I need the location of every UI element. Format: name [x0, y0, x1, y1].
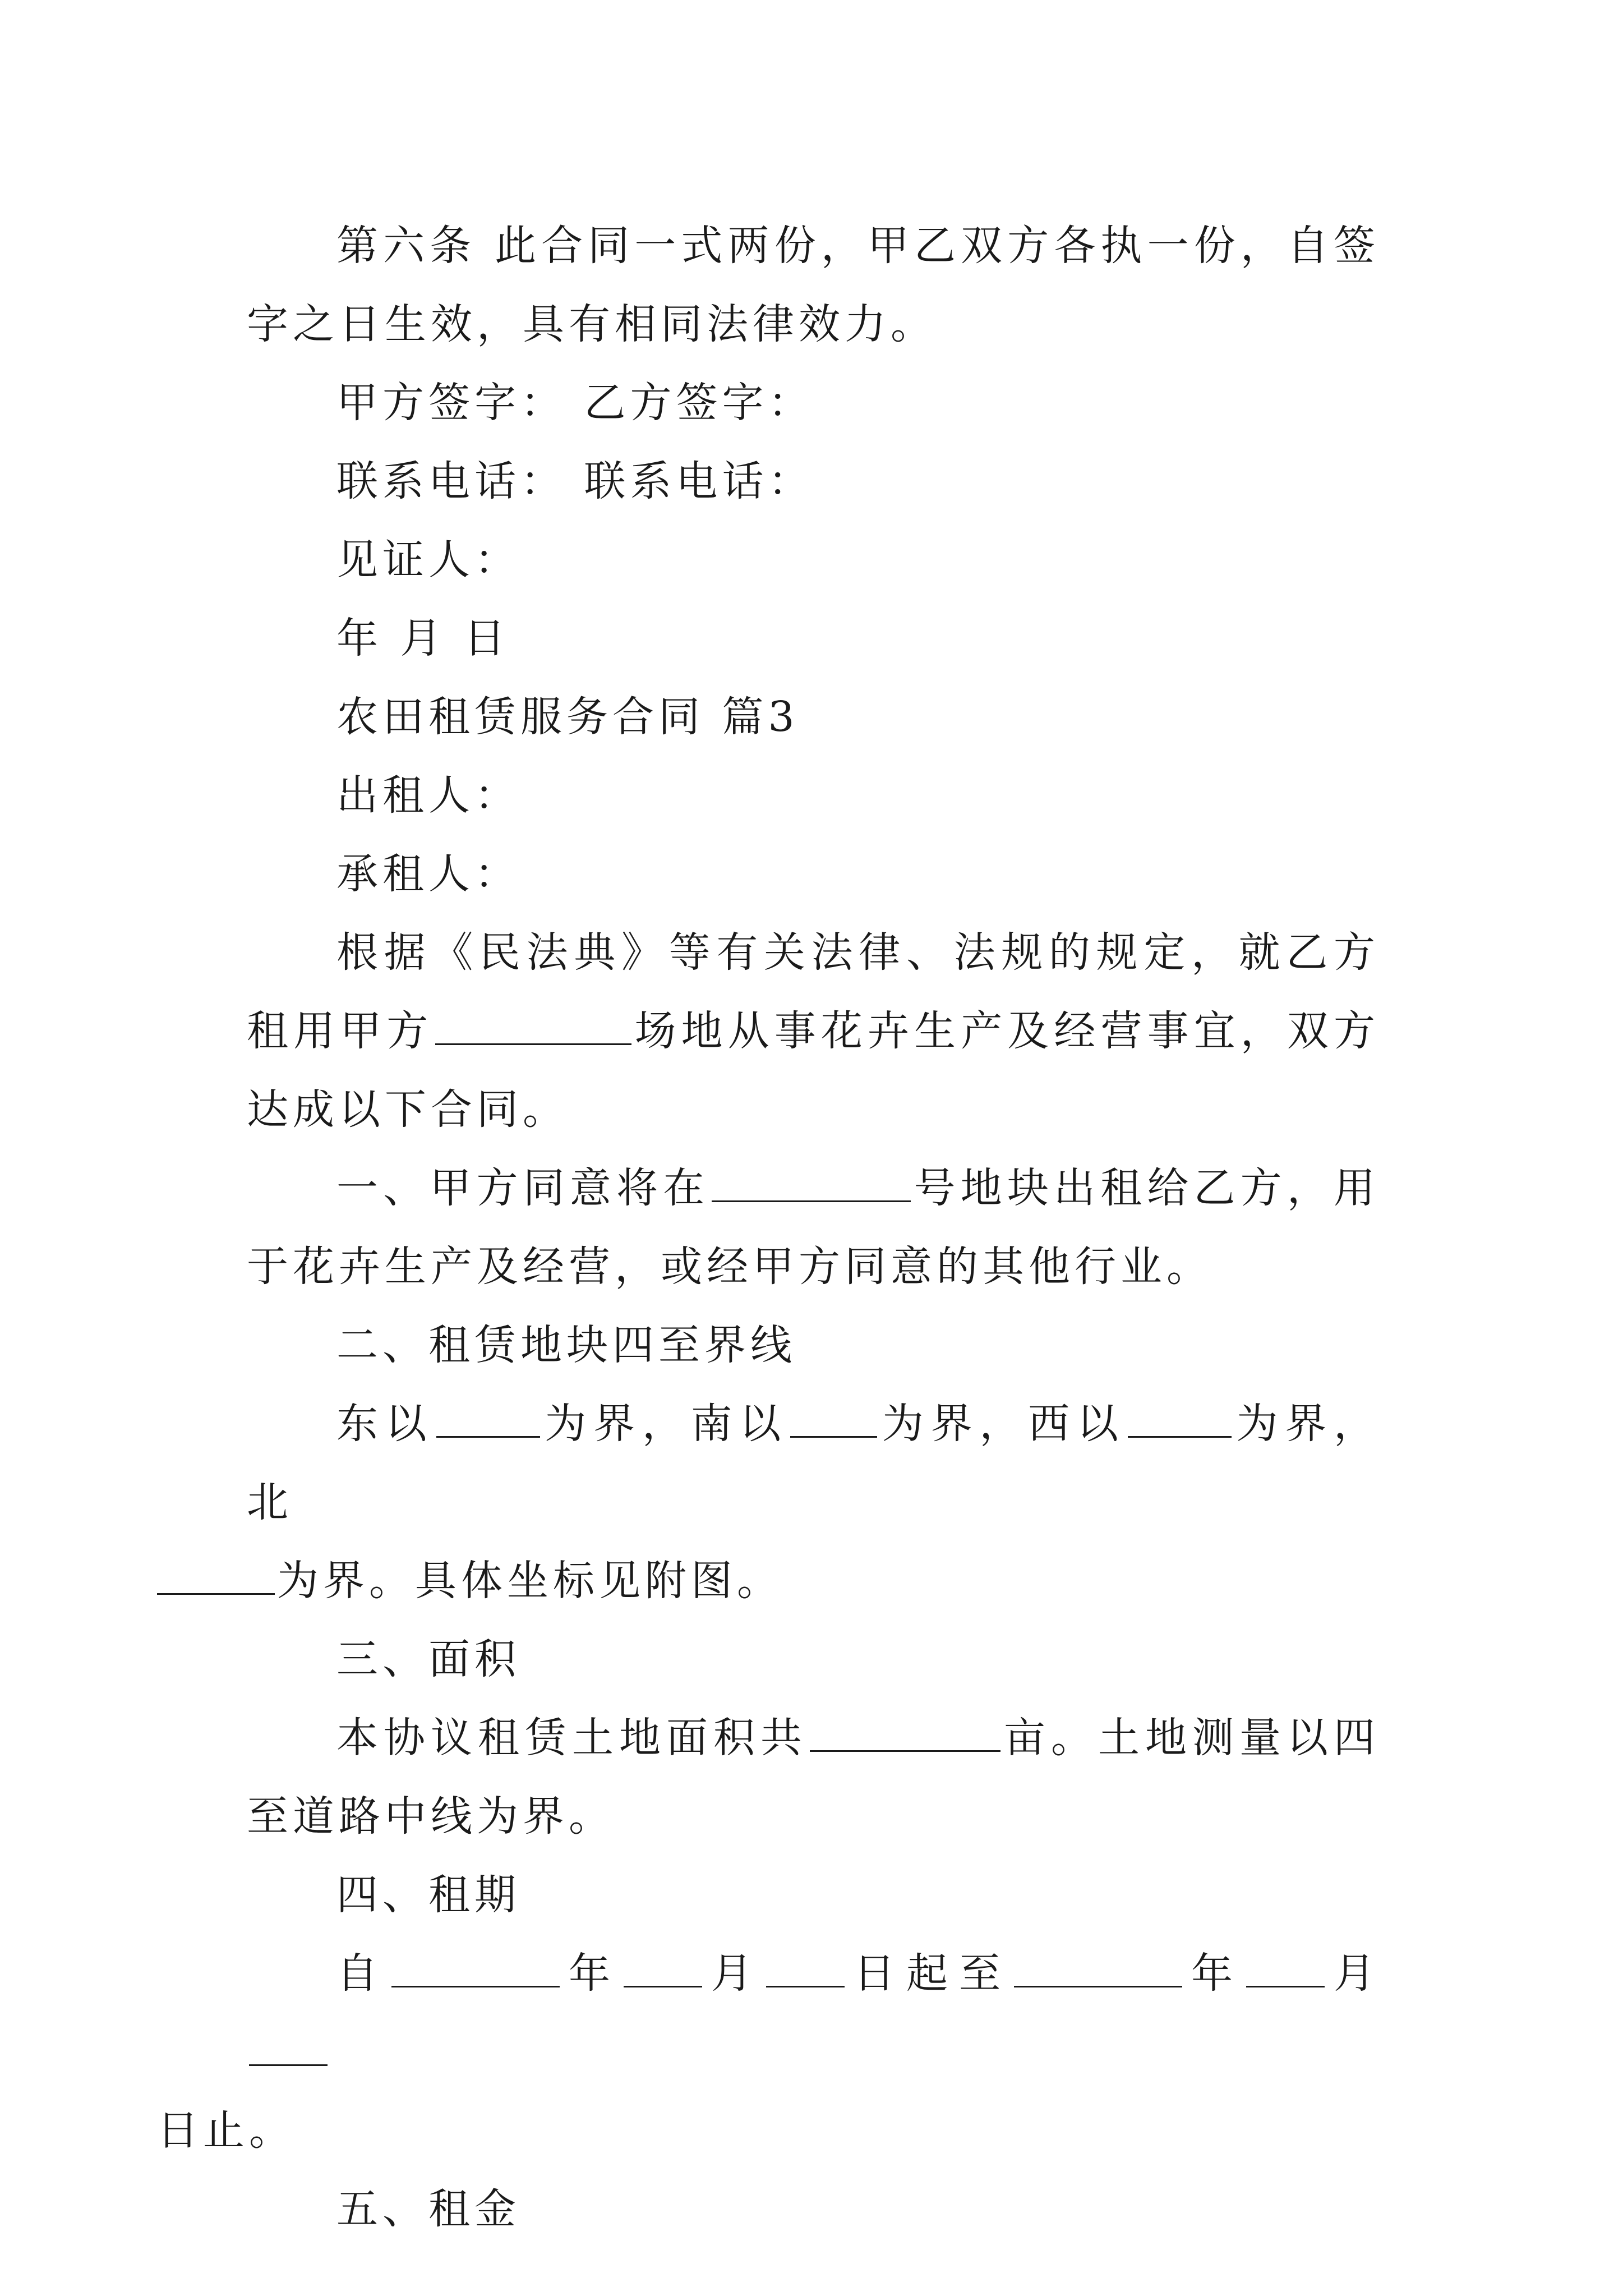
- document-body: [157, 206, 1380, 2248]
- date-line: 年 月 日: [336, 614, 510, 662]
- south-label: 为界，南以: [542, 1400, 789, 1448]
- start-month-blank[interactable]: [624, 1942, 702, 1987]
- area-paragraph: [247, 1699, 1380, 1856]
- contract-title-3: 农田租赁服务合同 篇3: [336, 693, 799, 741]
- end-month-blank[interactable]: [1246, 1942, 1325, 1987]
- east-blank[interactable]: [436, 1392, 540, 1438]
- plot-number-blank[interactable]: [712, 1157, 911, 1202]
- area-blank[interactable]: [810, 1706, 1000, 1752]
- signature-line: 甲方签字： 乙方签字：: [336, 379, 814, 427]
- term-month-1: 月: [704, 1949, 764, 1998]
- west-blank[interactable]: [1128, 1392, 1232, 1438]
- end-day-blank[interactable]: [249, 2021, 328, 2066]
- term-paragraph: [157, 1934, 1380, 2170]
- south-blank[interactable]: [790, 1392, 877, 1438]
- term-day-2: 日止。: [157, 2106, 295, 2155]
- boundaries-end: 为界。具体坐标见附图。: [277, 1557, 783, 1605]
- intro-text-2: 场地从事花卉生产及经营事宜，双方达成以下合同。: [247, 1007, 1380, 1134]
- venue-blank[interactable]: [435, 1000, 631, 1045]
- east-label: 东以: [336, 1400, 434, 1448]
- end-year-blank[interactable]: [1014, 1942, 1182, 1987]
- area-text-2: 亩。土地测量以四至道路中线为界。: [247, 1714, 1380, 1841]
- lessor-line: 出租人：: [336, 771, 520, 820]
- phone-line: 联系电话： 联系电话：: [336, 457, 814, 505]
- item-2-heading: 二、租赁地块四至界线: [336, 1321, 796, 1369]
- west-label: 为界，西以: [879, 1400, 1126, 1448]
- term-day-1: 日起至: [847, 1949, 1012, 1998]
- item-5-heading: 五、租金: [336, 2185, 520, 2233]
- item-1-paragraph: [247, 1149, 1380, 1306]
- item-3-heading: 三、面积: [336, 1635, 520, 1683]
- item-1-text-2: 号地块出租给乙方，用于花卉生产及经营，或经甲方同意的其他行业。: [247, 1164, 1380, 1291]
- intro-text-1: 根据《民法典》等有关法律、法规的规定，就乙方租用甲方: [247, 928, 1380, 1055]
- start-day-blank[interactable]: [766, 1942, 845, 1987]
- item-1-text-1: 一、甲方同意将在: [336, 1164, 710, 1212]
- term-from: 自: [336, 1949, 389, 1998]
- article-6-paragraph: 第六条 此合同一式两份，甲乙双方各执一份，自签字之日生效，具有相同法律效力。: [247, 222, 1380, 348]
- term-year-1: 年: [562, 1949, 621, 1998]
- north-label: 为界，北: [247, 1400, 1380, 1526]
- boundaries-paragraph: [247, 1384, 1380, 1620]
- north-blank[interactable]: [157, 1549, 275, 1595]
- lessee-line: 承租人：: [336, 850, 520, 898]
- area-text-1: 本协议租赁土地面积共: [336, 1714, 808, 1762]
- term-year-2: 年: [1184, 1949, 1244, 1998]
- term-month-2: 月: [1327, 1949, 1380, 1998]
- witness-line: 见证人：: [336, 536, 520, 584]
- start-year-blank[interactable]: [391, 1942, 560, 1987]
- item-4-heading: 四、租期: [336, 1871, 520, 1919]
- intro-paragraph: [247, 913, 1380, 1149]
